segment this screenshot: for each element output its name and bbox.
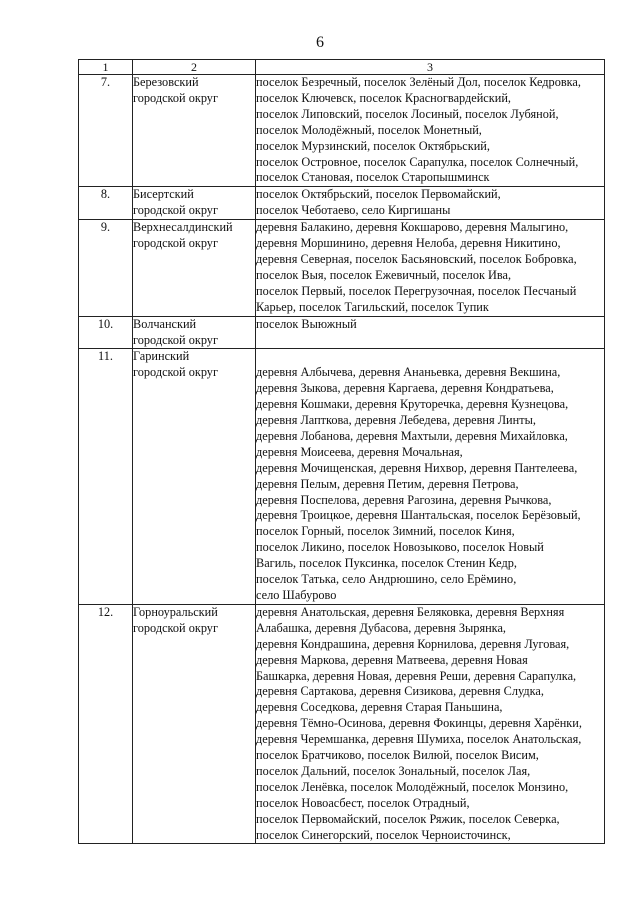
district-name-line: Волчанский <box>133 316 197 331</box>
table-row <box>79 604 605 844</box>
settlement-line: поселок Дальний, поселок Зональный, поселок Лая, <box>256 763 531 778</box>
settlement-line: Карьер, поселок Тагильский, поселок Тупик <box>256 299 489 314</box>
settlement-line: деревня Моршинино, деревня Нелоба, деревня Никитино, <box>256 236 561 251</box>
row-number: 9. <box>79 220 133 316</box>
district-name-line: Гаринский <box>133 349 190 364</box>
table-header-row <box>79 60 605 75</box>
settlement-line: деревня Албычева, деревня Ананьевка, деревня Векшина, <box>256 365 561 380</box>
table-row <box>79 316 605 349</box>
district-name-line: Бисертский <box>133 187 194 202</box>
settlements-list <box>256 316 605 349</box>
settlement-line: поселок Первый, поселок Перегрузочная, поселок Песчаный <box>256 283 577 298</box>
settlements-list <box>256 604 605 844</box>
table-row <box>79 75 605 187</box>
settlement-line: Алабашка, деревня Дубасова, деревня Зырянка, <box>256 620 507 635</box>
row-number: 7. <box>79 75 133 187</box>
settlement-line: поселок Липовский, поселок Лосиный, поселок Лубяной, <box>256 106 559 121</box>
settlement-line: поселок Октябрьский, поселок Первомайский, <box>256 187 501 202</box>
row-number: 10. <box>79 316 133 349</box>
settlement-line: поселок Новоасбест, поселок Отрадный, <box>256 795 470 810</box>
settlement-line: поселок Островное, поселок Сарапулка, поселок Солнечный, <box>256 154 579 169</box>
settlement-line: поселок Татька, село Андрюшино, село Ерёмино, <box>256 572 517 587</box>
settlements-table <box>78 59 605 844</box>
settlement-line: поселок Синегорский, поселок Черноисточинск, <box>256 827 511 842</box>
settlement-line: поселок Чеботаево, село Киргишаны <box>256 203 451 218</box>
settlement-line: поселок Молодёжный, поселок Монетный, <box>256 122 482 137</box>
district-name-line: городской округ <box>133 365 218 380</box>
district-name-line: городской округ <box>133 620 218 635</box>
settlement-line: деревня Поспелова, деревня Рагозина, деревня Рычкова, <box>256 492 552 507</box>
district-name-line: Горноуральский <box>133 604 218 619</box>
settlements-list <box>256 75 605 187</box>
settlement-line: деревня Кондрашина, деревня Корнилова, деревня Луговая, <box>256 636 570 651</box>
settlement-line: деревня Пелым, деревня Петим, деревня Петрова, <box>256 476 519 491</box>
settlement-line: деревня Соседкова, деревня Старая Паньшина, <box>256 700 503 715</box>
table-row <box>79 220 605 316</box>
district-name <box>133 316 256 349</box>
settlement-line: поселок Мурзинский, поселок Октябрьский, <box>256 138 490 153</box>
settlement-line: поселок Ключевск, поселок Красногвардейский, <box>256 90 511 105</box>
district-name-line: городской округ <box>133 203 218 218</box>
column-header-settlements: 3 <box>256 60 605 75</box>
district-name <box>133 187 256 220</box>
district-name-line: городской округ <box>133 332 218 347</box>
settlement-line: деревня Кошмаки, деревня Круторечка, деревня Кузнецова, <box>256 397 569 412</box>
settlement-line: деревня Маркова, деревня Матвеева, деревня Новая <box>256 652 528 667</box>
district-name <box>133 349 256 604</box>
table-row <box>79 349 605 604</box>
settlement-line: деревня Тёмно-Осинова, деревня Фокинцы, деревня Харёнки, <box>256 716 582 731</box>
district-name-line: городской округ <box>133 90 218 105</box>
settlements-list <box>256 349 605 604</box>
settlement-line: поселок Становая, поселок Старопышминск <box>256 170 490 185</box>
settlement-line: поселок Выюжный <box>256 316 357 331</box>
column-header-district: 2 <box>133 60 256 75</box>
column-header-number: 1 <box>79 60 133 75</box>
settlement-line: деревня Троицкое, деревня Шантальская, поселок Берёзовый, <box>256 508 581 523</box>
row-number: 11. <box>79 349 133 604</box>
settlement-line: поселок Ленёвка, поселок Молодёжный, поселок Монзино, <box>256 779 569 794</box>
settlement-line: деревня Анатольская, деревня Беляковка, деревня Верхняя <box>256 604 565 619</box>
settlements-list <box>256 187 605 220</box>
page-number: 6 <box>316 34 324 51</box>
settlement-line: поселок Выя, поселок Ежевичный, поселок Ива, <box>256 267 512 282</box>
table-row <box>79 187 605 220</box>
settlement-line: деревня Моисеева, деревня Мочальная, <box>256 444 463 459</box>
settlement-line: поселок Первомайский, поселок Ряжик, поселок Северка, <box>256 811 560 826</box>
district-name <box>133 75 256 187</box>
row-number: 8. <box>79 187 133 220</box>
settlement-line: деревня Лобанова, деревня Махтыли, деревня Михайловка, <box>256 428 568 443</box>
settlement-line: деревня Лапткова, деревня Лебедева, деревня Линты, <box>256 413 536 428</box>
settlement-line: Башкарка, деревня Новая, деревня Реши, деревня Сарапулка, <box>256 668 577 683</box>
district-name-line: Верхнесалдинский <box>133 220 233 235</box>
district-name-line: Березовский <box>133 75 199 89</box>
district-name-line: городской округ <box>133 236 218 251</box>
settlement-line: деревня Мочищенская, деревня Нихвор, деревня Пантелеева, <box>256 460 578 475</box>
district-name <box>133 220 256 316</box>
settlement-line: деревня Балакино, деревня Кокшарово, деревня Малыгино, <box>256 220 569 235</box>
settlements-list <box>256 220 605 316</box>
settlement-line: поселок Горный, поселок Зимний, поселок Киня, <box>256 524 515 539</box>
settlement-line: деревня Зыкова, деревня Каргаева, деревня Кондратьева, <box>256 381 554 396</box>
settlement-line: деревня Черемшанка, деревня Шумиха, поселок Анатольская, <box>256 732 582 747</box>
settlement-line: поселок Ликино, поселок Новозыково, поселок Новый <box>256 540 544 555</box>
row-number: 12. <box>79 604 133 844</box>
settlement-line: поселок Братчиково, поселок Вилюй, поселок Висим, <box>256 748 539 763</box>
settlement-line: деревня Сартакова, деревня Сизикова, деревня Слудка, <box>256 684 544 699</box>
settlement-line: село Шабурово <box>256 587 337 602</box>
district-name <box>133 604 256 844</box>
settlement-line: деревня Северная, поселок Басьяновский, поселок Бобровка, <box>256 251 577 266</box>
settlement-line: Вагиль, поселок Пуксинка, поселок Стенин Кедр, <box>256 556 517 571</box>
settlement-line: поселок Безречный, поселок Зелёный Дол, поселок Кедровка, <box>256 75 581 89</box>
